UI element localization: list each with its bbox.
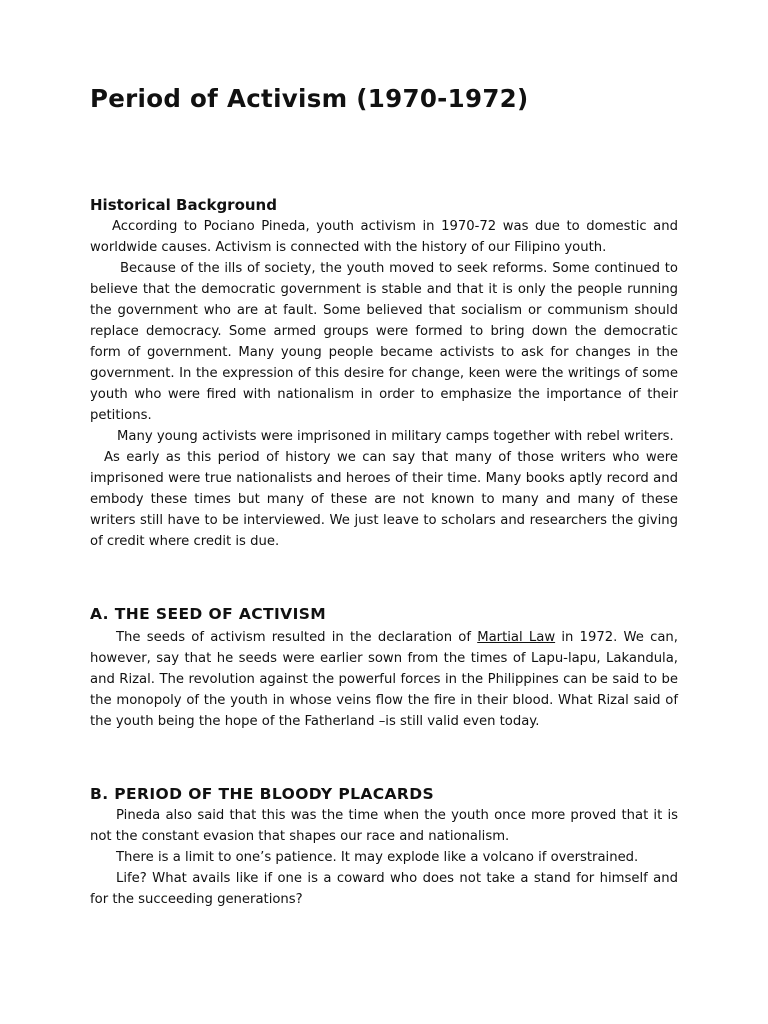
- page-title: Period of Activism (1970-1972): [90, 84, 529, 113]
- section-heading-seed-of-activism: A. THE SEED OF ACTIVISM: [90, 605, 327, 623]
- paragraph: Because of the ills of society, the youth moved to seek reforms. Some continued to believe that the democratic government is stable and that it is only the people running the government who are at fault. Some believed that socialism or communism should replace democracy. Some armed groups were formed to bring down the democratic form of government. Many young people became activists to ask for changes in the government. In the expression of this desire for change, keen were the writings of some youth who were fired with nationalism in order to emphasize the importance of their petitions.: [90, 261, 678, 423]
- bloody-placards-body: [90, 805, 678, 910]
- paragraph: As early as this period of history we can say that many of those writers who were imprisoned were true nationalists and heroes of their time. Many books aptly record and embody these times but many of these are not known to many and many of these writers still have to be interviewed. We just leave to scholars and researchers the giving of credit where credit is due.: [90, 450, 678, 549]
- martial-law-underlined-text: Martial Law: [477, 630, 556, 645]
- paragraph: There is a limit to one’s patience. It may explode like a volcano if overstrained.: [116, 850, 639, 865]
- historical-background-body: [90, 216, 678, 552]
- text-run: The seeds of activism resulted in the declaration of: [116, 630, 478, 645]
- section-heading-historical-background: Historical Background: [90, 196, 277, 214]
- paragraph: Life? What avails like if one is a coward who does not take a stand for himself and for the succeeding generations?: [90, 871, 678, 907]
- paragraph: [90, 627, 678, 732]
- paragraph: Pineda also said that this was the time when the youth once more proved that it is not the constant evasion that shapes our race and nationalism.: [90, 808, 678, 844]
- paragraph: Many young activists were imprisoned in military camps together with rebel writers.: [117, 429, 674, 444]
- text-run: in 1972. We can, however, say that he seeds were earlier sown from the times of Lapu-lapu, Lakandula, and Rizal. The revolution against the powerful forces in the Philippines can be said to be the monopoly of the youth in whose veins flow the fire in their blood. What Rizal said of the youth being the hope of the Fatherland –is still valid even today.: [90, 630, 678, 729]
- paragraph: According to Pociano Pineda, youth activism in 1970-72 was due to domestic and worldwide causes. Activism is connected with the history of our Filipino youth.: [90, 219, 678, 255]
- section-heading-bloody-placards: B. PERIOD OF THE BLOODY PLACARDS: [90, 785, 435, 803]
- seed-of-activism-body: [90, 627, 678, 732]
